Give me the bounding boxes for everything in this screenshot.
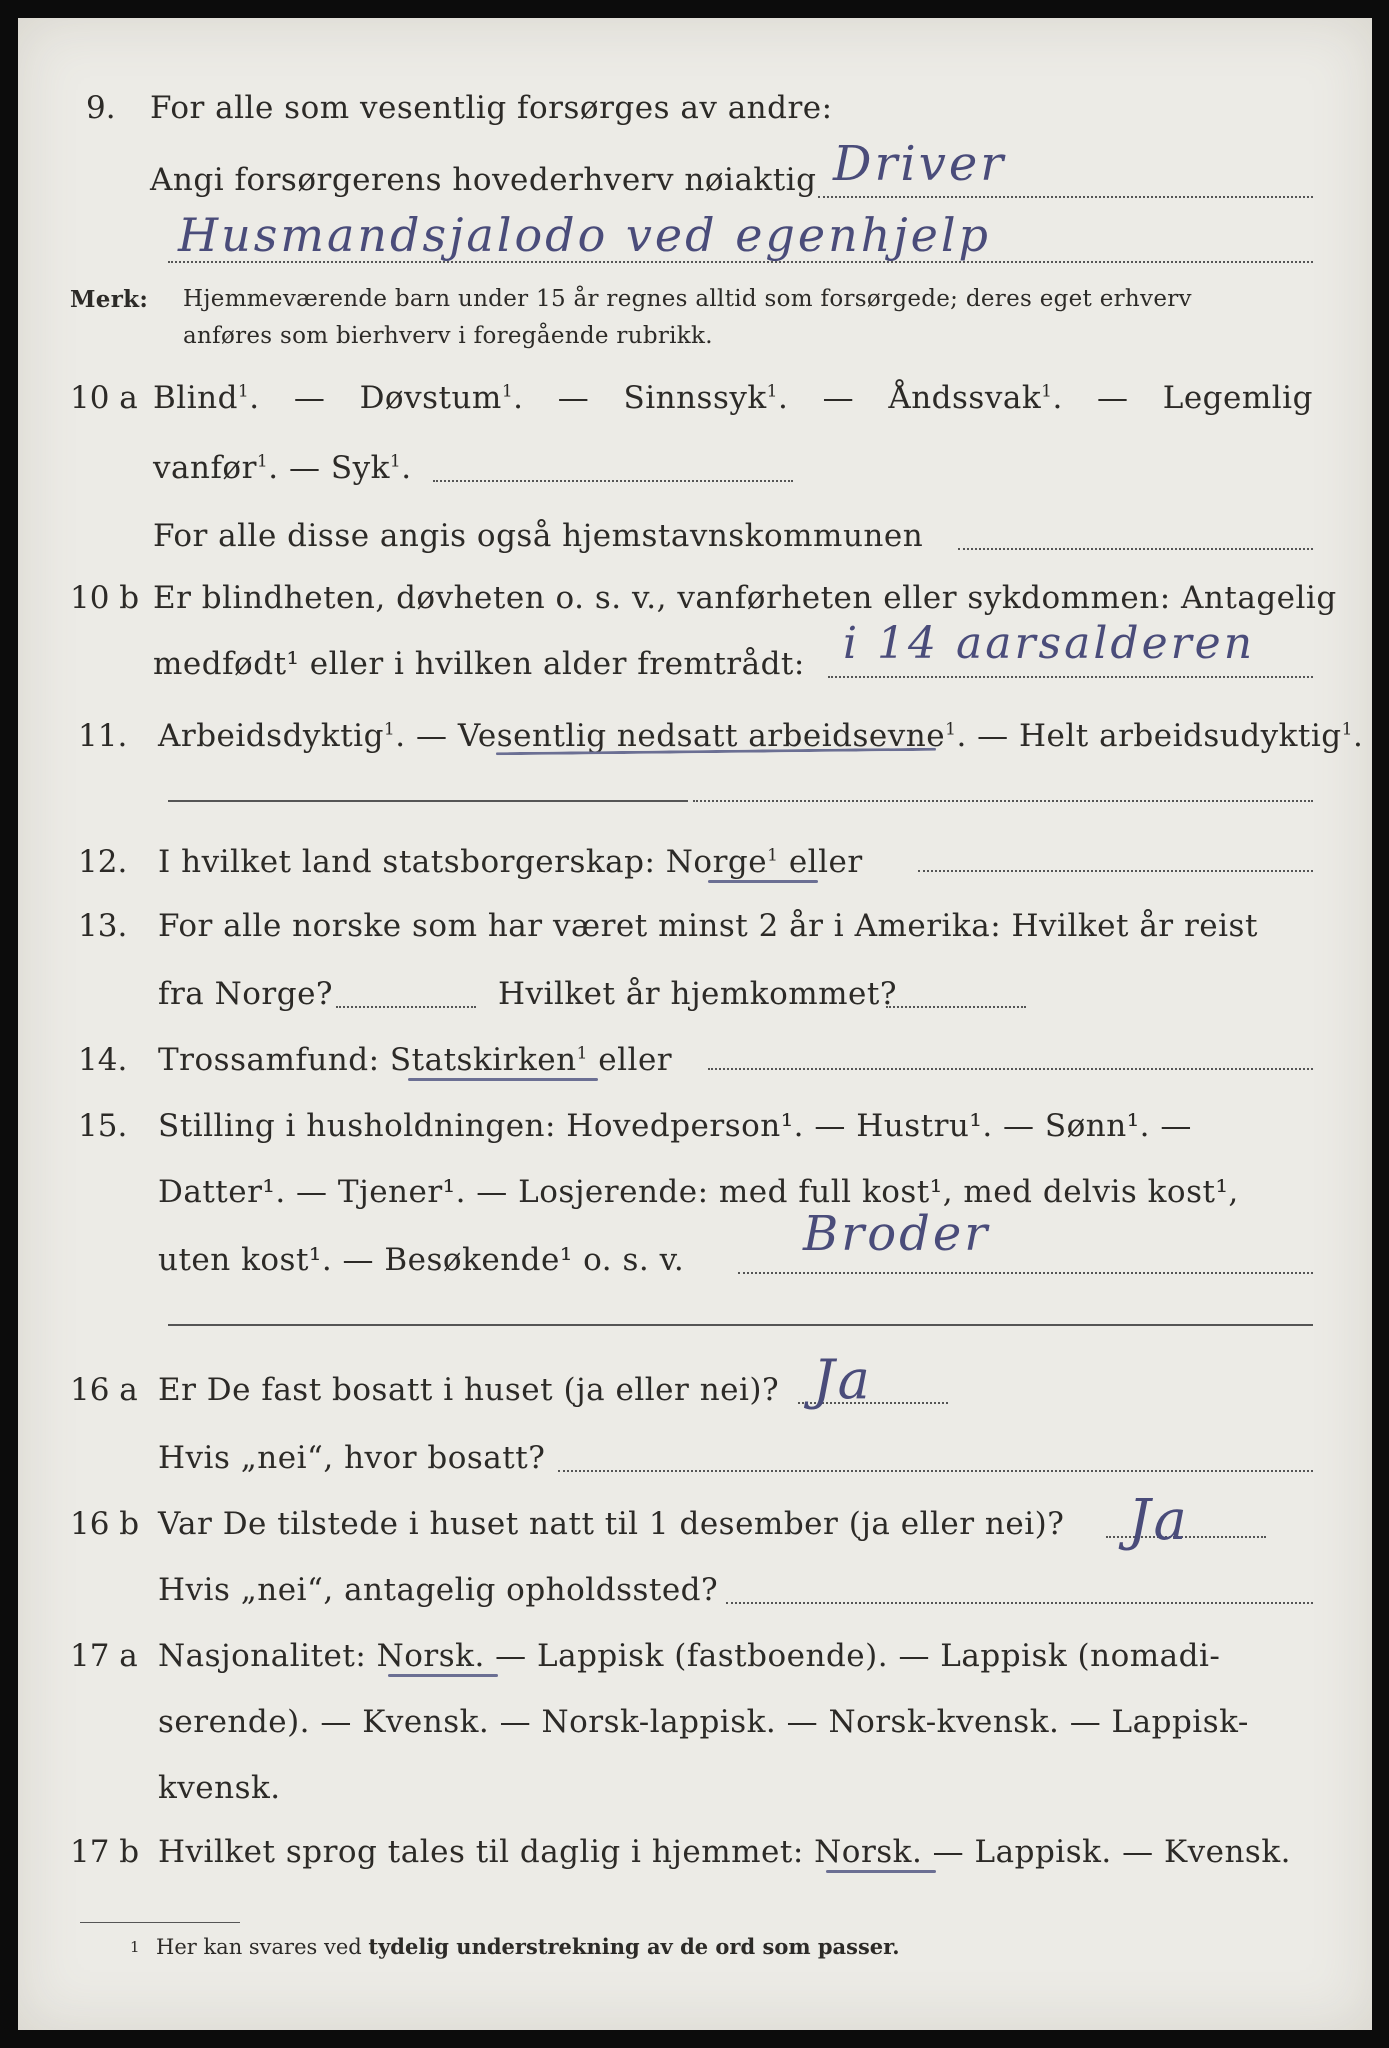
q11-answer-line xyxy=(168,800,688,802)
q15-handwritten: Broder xyxy=(803,1206,991,1262)
q10a-answer-line xyxy=(433,480,793,482)
q16b-line2: Hvis „nei“, antagelig opholdssted? xyxy=(158,1572,719,1608)
q10b-answer-line xyxy=(828,676,1313,678)
q17b-number: 17 b xyxy=(70,1834,140,1870)
q17a-number: 17 a xyxy=(70,1638,138,1674)
q10a-separator: — xyxy=(822,380,855,416)
q9-answer-line xyxy=(818,196,1313,198)
q10a-number: 10 a xyxy=(70,380,138,416)
q14-line xyxy=(158,1042,672,1078)
q17a-underline-mark xyxy=(388,1674,498,1677)
q11-answer-line-2 xyxy=(693,800,1313,802)
q17a-text: Nasjonalitet: xyxy=(158,1638,367,1674)
q13-answer-line xyxy=(336,1006,476,1008)
q17a-rest: — Lappisk (fastboende). — Lappisk (nomadi- xyxy=(495,1638,1221,1674)
q17a-line1 xyxy=(158,1638,1220,1674)
q10b-line2: medfødt¹ eller i hvilken alder fremtrådt: xyxy=(153,646,805,682)
q12-tail: eller xyxy=(788,844,863,880)
q14-underline-mark xyxy=(408,1078,598,1081)
q16a-line1: Er De fast bosatt i huset (ja eller nei)? xyxy=(158,1372,780,1408)
q15-answer-line-2 xyxy=(168,1324,1313,1326)
merk-line1: Hjemmeværende barn under 15 år regnes alltid som forsørgede; deres eget erhverv xyxy=(183,286,1192,312)
q12-number: 12. xyxy=(78,844,128,880)
q17b-option-norsk: Norsk. xyxy=(814,1834,923,1870)
q9-handwritten-b: Husmandsjalodo ved egenhjelp xyxy=(178,208,991,262)
q17b-underline-mark xyxy=(826,1870,936,1873)
q10a-option-dovstum: Døvstum$^1$. xyxy=(359,380,524,416)
q16a-answer-line-2 xyxy=(558,1470,1313,1472)
q11-separator: — xyxy=(977,718,1009,754)
footnote-plain: Her kan svares ved xyxy=(156,1935,362,1959)
q9-line1: For alle som vesentlig forsørges av andre: xyxy=(150,90,833,126)
q10a-option-sinnssyk: Sinnssyk$^1$. xyxy=(623,380,789,416)
q13-line2a: fra Norge? xyxy=(158,976,334,1012)
q10a-separator: — xyxy=(288,450,321,486)
q15-line2: Datter¹. — Tjener¹. — Losjerende: med full kost¹, med delvis kost¹, xyxy=(158,1174,1239,1210)
q14-number: 14. xyxy=(78,1042,128,1078)
q10a-answer-line-2 xyxy=(958,548,1313,550)
q10a-separator: — xyxy=(293,380,326,416)
q16a-handwritten: Ja xyxy=(813,1348,873,1411)
q10a-separator: — xyxy=(1097,380,1129,416)
q14-tail: eller xyxy=(598,1042,673,1078)
footnote-rule xyxy=(80,1922,240,1923)
q17b-text: Hvilket sprog tales til daglig i hjemmet: xyxy=(158,1834,804,1870)
q12-line xyxy=(158,844,863,880)
q15-answer-line xyxy=(738,1272,1313,1274)
q16b-number: 16 b xyxy=(70,1506,140,1542)
q10a-option-syk: Syk$^1$. xyxy=(330,450,412,486)
q16a-number: 16 a xyxy=(70,1372,138,1408)
merk-line2: anføres som bierhverv i foregående rubrikk. xyxy=(183,323,713,349)
q16b-handwritten: Ja xyxy=(1128,1488,1190,1553)
q13-line1: For alle norske som har været minst 2 år i Amerika: Hvilket år reist xyxy=(158,908,1258,944)
merk-label: Merk: xyxy=(70,286,149,313)
census-form-page xyxy=(18,18,1372,2030)
q11-option-arbeidsdyktig: Arbeidsdyktig$^1$. xyxy=(158,718,406,754)
q10a-line2 xyxy=(153,450,412,486)
q10b-line1: Er blindheten, døvheten o. s. v., vanførheten eller sykdommen: Antagelig xyxy=(153,580,1337,616)
q11-option-nedsatt: Vesentlig nedsatt arbeidsevne$^1$. xyxy=(457,718,967,754)
q17b-line xyxy=(158,1834,1291,1870)
q15-line3: uten kost¹. — Besøkende¹ o. s. v. xyxy=(158,1242,685,1278)
q9-handwritten-a: Driver xyxy=(833,136,1007,192)
q9-number: 9. xyxy=(86,90,116,126)
q15-line1: Stilling i husholdningen: Hovedperson¹. — Hustru¹. — Sønn¹. — xyxy=(158,1108,1192,1144)
q16b-line1: Var De tilstede i huset natt til 1 desember (ja eller nei)? xyxy=(158,1506,1065,1542)
q10b-handwritten: i 14 aarsalderen xyxy=(843,618,1256,669)
q10a-separator: — xyxy=(557,380,590,416)
q17a-line3: kvensk. xyxy=(158,1770,281,1806)
q11-separator: — xyxy=(415,718,448,754)
q13-answer-line-2 xyxy=(886,1006,1026,1008)
q11-number: 11. xyxy=(78,718,128,754)
footnote-text xyxy=(156,1934,900,1959)
q10a-option-blind: Blind$^1$. xyxy=(153,380,260,416)
q9-line2: Angi forsørgerens hovederhverv nøiaktig xyxy=(150,162,817,198)
q14-text: Trossamfund: xyxy=(158,1042,380,1078)
q17a-line2: serende). — Kvensk. — Norsk-lappisk. — Norsk-kvensk. — Lappisk- xyxy=(158,1704,1249,1740)
q10b-number: 10 b xyxy=(70,580,140,616)
q12-text: I hvilket land statsborgerskap: xyxy=(158,844,656,880)
footnote-bold: tydelig understrekning av de ord som passer. xyxy=(368,1934,900,1959)
q10a-line1 xyxy=(153,380,1313,416)
q10a-option-vanfor: vanfør$^1$. xyxy=(153,450,279,486)
q16a-line2: Hvis „nei“, hvor bosatt? xyxy=(158,1440,546,1476)
q17b-rest: — Lappisk. — Kvensk. xyxy=(932,1834,1291,1870)
q12-option-norge: Norge$^1$ xyxy=(665,844,779,880)
q10a-option-andssvak: Åndssvak$^1$. xyxy=(888,380,1063,416)
q12-answer-line xyxy=(918,870,1313,872)
q17a-option-norsk: Norsk. xyxy=(376,1638,485,1674)
q12-underline-mark xyxy=(708,880,818,883)
q13-line2b: Hvilket år hjemkommet? xyxy=(498,976,897,1012)
q10a-option-legemlig: Legemlig xyxy=(1162,380,1313,416)
footnote-mark: 1 xyxy=(130,1938,140,1956)
q11-option-udyktig: Helt arbeidsudyktig$^1$. xyxy=(1019,718,1364,754)
q15-number: 15. xyxy=(78,1108,128,1144)
q13-number: 13. xyxy=(78,908,128,944)
q16b-answer-line-2 xyxy=(726,1602,1313,1604)
q14-option-statskirken: Statskirken$^1$ xyxy=(389,1042,588,1078)
q10a-line3: For alle disse angis også hjemstavnskommunen xyxy=(153,518,924,554)
q14-answer-line xyxy=(708,1068,1313,1070)
